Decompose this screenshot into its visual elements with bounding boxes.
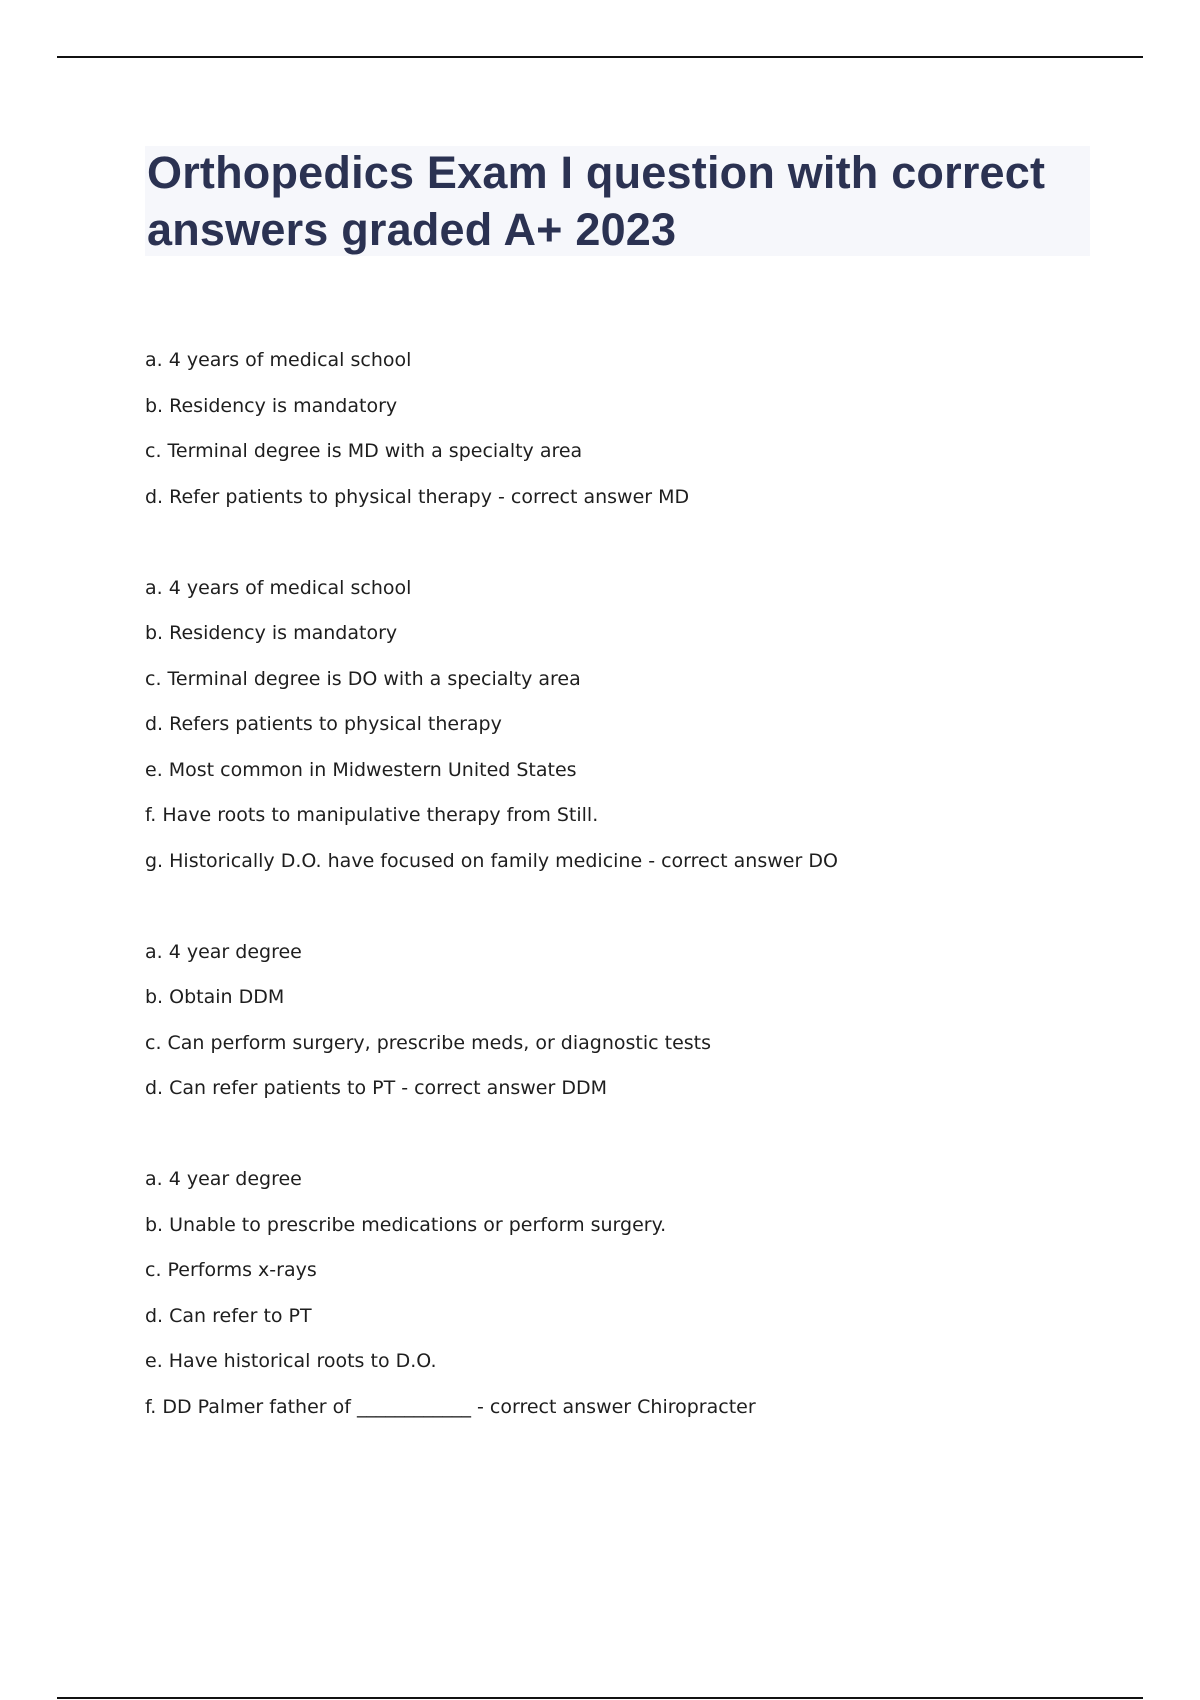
answer-option: b. Obtain DDM [145, 986, 285, 1008]
answer-option: b. Residency is mandatory [145, 395, 398, 417]
page-title: Orthopedics Exam I question with correct answers graded A+ 2023 [147, 147, 1046, 255]
answer-option: a. 4 years of medical school [145, 349, 412, 371]
answer-option: f. Have roots to manipulative therapy from Still. [145, 804, 599, 826]
answer-option: e. Most common in Midwestern United States [145, 759, 577, 781]
answer-option: d. Can refer patients to PT - correct answer DDM [145, 1077, 607, 1099]
answer-option: c. Terminal degree is MD with a specialty area [145, 440, 583, 462]
answer-option: a. 4 year degree [145, 1168, 302, 1190]
answer-option: a. 4 years of medical school [145, 577, 412, 599]
answer-option: a. 4 year degree [145, 941, 302, 963]
bottom-divider [57, 1697, 1143, 1699]
answer-option: d. Refers patients to physical therapy [145, 713, 502, 735]
answer-option: e. Have historical roots to D.O. [145, 1350, 437, 1372]
answer-option: d. Can refer to PT [145, 1305, 312, 1327]
top-divider [57, 56, 1143, 58]
answer-option: g. Historically D.O. have focused on family medicine - correct answer DO [145, 850, 838, 872]
answer-option: c. Can perform surgery, prescribe meds, or diagnostic tests [145, 1032, 712, 1054]
answer-option: f. DD Palmer father of ____________ - correct answer Chiropracter [145, 1396, 756, 1418]
answer-option: c. Terminal degree is DO with a specialty area [145, 668, 581, 690]
answer-option: b. Unable to prescribe medications or perform surgery. [145, 1214, 667, 1236]
answer-option: c. Performs x-rays [145, 1259, 317, 1281]
answer-option: d. Refer patients to physical therapy - correct answer MD [145, 486, 690, 508]
answer-option: b. Residency is mandatory [145, 622, 398, 644]
